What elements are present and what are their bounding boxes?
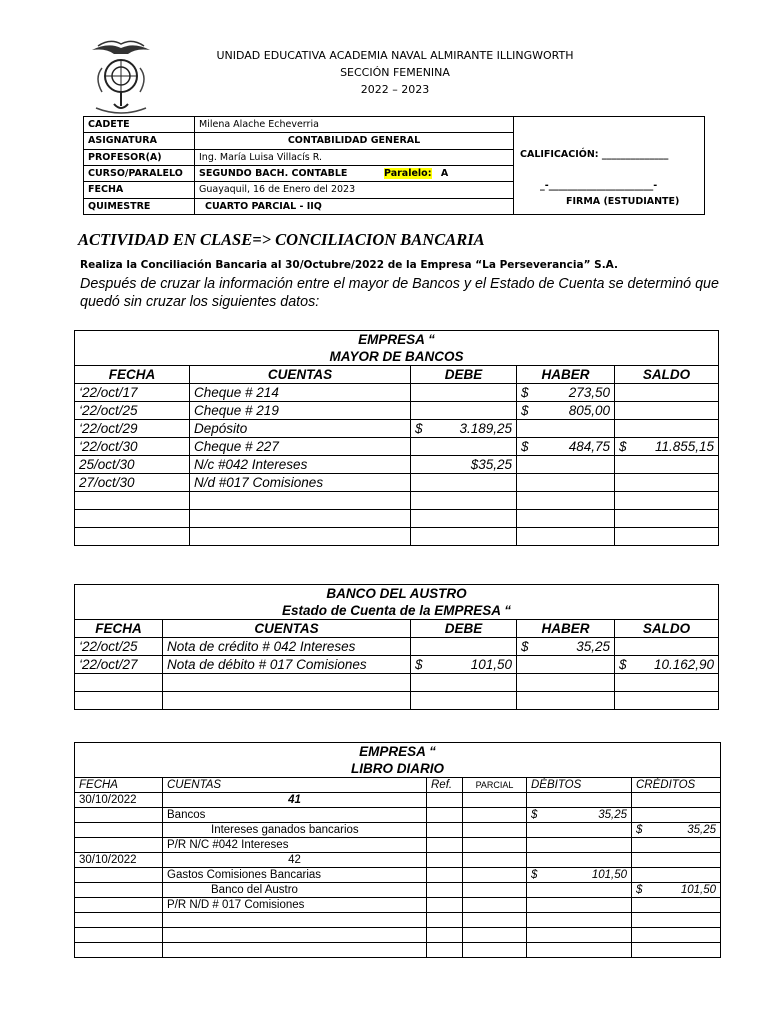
cuenta-cell [190,492,411,510]
creditos-cell [632,928,721,943]
currency-symbol: $ [636,824,643,836]
currency-symbol: $ [521,385,529,400]
debe-cell [411,692,517,710]
creditos-cell [632,868,721,883]
saldo-cell [615,402,719,420]
quimestre-value: CUARTO PARCIAL - IIQ [195,198,514,214]
fecha-cell: ‘22/oct/29 [75,420,190,438]
parcial-cell [463,823,527,838]
instruction-paragraph: Después de cruzar la información entre el mayor de Bancos y el Estado de Cuenta se determinó que quedó sin cruzar los siguientes datos: [80,276,719,310]
fecha-cell: ‘22/oct/17 [75,384,190,402]
saldo-cell [615,420,719,438]
cuenta-cell: 41 [163,793,427,808]
table-row [75,674,719,692]
creditos-cell [632,853,721,868]
banco-title [75,585,719,620]
fecha-cell [75,528,190,546]
fecha-cell [75,823,163,838]
debitos-cell [527,898,632,913]
saldo-cell [615,438,719,456]
debe-cell [411,492,517,510]
column-header: FECHA [75,620,163,638]
ref-cell [427,883,463,898]
haber-cell [517,692,615,710]
debe-cell [411,402,517,420]
table-row [75,692,719,710]
column-header: CUENTAS [163,620,411,638]
parcial-cell [463,808,527,823]
fecha-cell [75,692,163,710]
diario-title-line2: LIBRO DIARIO [351,761,444,776]
currency-symbol: $ [619,657,627,672]
column-header: HABER [517,366,615,384]
ref-cell [427,793,463,808]
firma-label: FIRMA (ESTUDIANTE) [566,196,680,207]
signature-line: _-______________________- [540,180,658,191]
debitos-cell [527,913,632,928]
ref-cell [427,838,463,853]
fecha-cell: ‘22/oct/25 [75,402,190,420]
cuenta-cell: Cheque # 214 [190,384,411,402]
table-row [75,898,721,913]
saldo-cell [615,528,719,546]
fecha-cell [75,913,163,928]
cuenta-cell: Cheque # 219 [190,402,411,420]
table-row [75,913,721,928]
fecha-cell: 30/10/2022 [75,853,163,868]
banco-title-line2: Estado de Cuenta de la EMPRESA “ [281,603,512,618]
cuenta-cell [190,528,411,546]
currency-symbol: $ [415,421,423,436]
ref-cell [427,928,463,943]
saldo-cell [615,456,719,474]
cuenta-cell: Nota de crédito # 042 Intereses [163,638,411,656]
debe-cell [411,420,517,438]
debe-cell [411,456,517,474]
asignatura-value: CONTABILIDAD GENERAL [195,133,514,149]
currency-symbol: $ [521,639,529,654]
parcial-cell [463,853,527,868]
debe-cell [411,474,517,492]
table-row [75,638,719,656]
creditos-cell [632,808,721,823]
cuenta-cell: N/d #017 Comisiones [190,474,411,492]
table-row [75,402,719,420]
cuenta-cell: Nota de débito # 017 Comisiones [163,656,411,674]
debitos-cell-amount [531,869,627,881]
column-header: SALDO [615,366,719,384]
diario-title-line1: EMPRESA “ [359,744,436,759]
banco-title-line1: BANCO DEL AUSTRO [326,586,467,601]
fecha-cell [75,674,163,692]
amount-value: 484,75 [568,439,610,454]
creditos-cell [632,913,721,928]
column-header: FECHA [75,778,163,793]
asignatura-label: ASIGNATURA [84,133,195,149]
ref-cell [427,943,463,958]
ref-cell [427,898,463,913]
parcial-cell [463,928,527,943]
currency-symbol: $ [415,657,423,672]
instruction-text: Realiza la Conciliación Bancaria al 30/Octubre/2022 de la Empresa “La Perseverancia” S.A. [80,259,618,271]
creditos-cell [632,883,721,898]
column-header: DEBE [411,620,517,638]
fecha-value: Guayaquil, 16 de Enero del 2023 [195,182,514,198]
saldo-cell [615,510,719,528]
libro-diario-table [74,742,721,958]
parcial-cell [463,868,527,883]
column-header: PARCIAL [463,778,527,793]
column-header: FECHA [75,366,190,384]
table-row [75,868,721,883]
section-name: SECCIÓN FEMENINA [340,66,450,79]
currency-symbol: $ [531,869,538,881]
quimestre-label: QUIMESTRE [84,198,195,214]
debe-cell [411,384,517,402]
table-row [75,928,721,943]
cadete-label: CADETE [84,117,195,133]
parcial-cell [463,898,527,913]
column-header: HABER [517,620,615,638]
cuenta-cell: P/R N/C #042 Intereses [163,838,427,853]
amount-value: 101,50 [591,869,627,881]
fecha-cell [75,492,190,510]
activity-title: ACTIVIDAD EN CLASE=> CONCILIACION BANCARIA [78,230,485,249]
saldo-cell [615,492,719,510]
table-row [75,420,719,438]
haber-cell [517,510,615,528]
fecha-cell [75,868,163,883]
creditos-cell [632,943,721,958]
fecha-label: FECHA [84,182,195,198]
table-row [75,853,721,868]
cuenta-cell [163,913,427,928]
mayor-title [75,331,719,366]
table-row [75,808,721,823]
table-row [75,510,719,528]
cuenta-cell [163,674,411,692]
currency-symbol: $ [636,884,643,896]
saldo-cell [615,638,719,656]
fecha-cell [75,928,163,943]
haber-cell-amount [521,403,610,418]
column-header: CRÉDITOS [632,778,721,793]
parcial-cell [463,793,527,808]
haber-cell-amount [521,385,610,400]
debe-cell [411,638,517,656]
creditos-cell [632,838,721,853]
haber-cell [517,674,615,692]
haber-cell-amount [521,639,610,654]
currency-symbol: $ [531,809,538,821]
creditos-cell [632,898,721,913]
parcial-cell [463,913,527,928]
fecha-cell: 25/oct/30 [75,456,190,474]
debe-cell [411,438,517,456]
cuenta-cell: Bancos [163,808,427,823]
amount-value: 101,50 [470,657,512,672]
table-row [75,656,719,674]
haber-cell [517,384,615,402]
amount-value: 35,25 [576,639,610,654]
amount-value: 805,00 [568,403,610,418]
cuenta-cell [163,692,411,710]
amount-value: 35,25 [598,809,627,821]
parcial-cell [463,838,527,853]
saldo-cell [615,384,719,402]
debe-cell [411,510,517,528]
debe-cell-amount [415,657,512,672]
school-crest-logo [88,38,154,118]
curso-value [195,165,514,181]
ref-cell [427,853,463,868]
debitos-cell [527,883,632,898]
profesor-value: Ing. María Luisa Villacís R. [195,149,514,165]
cuenta-cell: Intereses ganados bancarios [163,823,427,838]
haber-cell [517,438,615,456]
cuenta-cell: Cheque # 227 [190,438,411,456]
haber-cell [517,492,615,510]
haber-cell [517,528,615,546]
cuenta-cell: Gastos Comisiones Bancarias [163,868,427,883]
haber-cell [517,402,615,420]
student-info-table [83,116,705,215]
parcial-cell [463,883,527,898]
school-year: 2022 – 2023 [360,83,430,96]
paralelo-value: A [440,168,449,180]
table-row [75,883,721,898]
mayor-title-line1: EMPRESA “ [358,332,435,347]
creditos-cell [632,793,721,808]
parcial-cell [463,943,527,958]
haber-cell [517,420,615,438]
debitos-cell [527,853,632,868]
table-row [75,823,721,838]
amount-value: 11.855,15 [654,439,714,454]
amount-value: 10.162,90 [653,657,714,672]
school-name: UNIDAD EDUCATIVA ACADEMIA NAVAL ALMIRANTE ILLINGWORTH [216,49,574,62]
ref-cell [427,868,463,883]
fecha-cell [75,883,163,898]
fecha-cell: 30/10/2022 [75,793,163,808]
fecha-cell [75,943,163,958]
banco-estado-table [74,584,719,710]
debitos-cell [527,928,632,943]
column-header: DÉBITOS [527,778,632,793]
haber-cell [517,638,615,656]
cuenta-cell [163,943,427,958]
fecha-cell [75,808,163,823]
saldo-cell [615,474,719,492]
table-row [75,384,719,402]
ref-cell [427,823,463,838]
fecha-cell: ‘22/oct/27 [75,656,163,674]
table-row [75,474,719,492]
mayor-bancos-table [74,330,719,546]
debitos-cell [527,808,632,823]
debitos-cell [527,793,632,808]
diario-title [75,743,721,778]
currency-symbol: $ [521,403,529,418]
saldo-cell [615,656,719,674]
debe-cell-amount [415,421,512,436]
ref-cell [427,808,463,823]
amount-value: $35,25 [470,457,512,472]
amount-value: 273,50 [568,385,610,400]
saldo-cell [615,692,719,710]
amount-value: 3.189,25 [459,421,512,436]
grade-signature-box [514,117,705,215]
fecha-cell [75,838,163,853]
column-header: CUENTAS [163,778,427,793]
fecha-cell: ‘22/oct/30 [75,438,190,456]
haber-cell-amount [521,439,610,454]
mayor-title-line2: MAYOR DE BANCOS [329,349,464,364]
column-header: DEBE [411,366,517,384]
cuenta-cell: Depósito [190,420,411,438]
haber-cell [517,656,615,674]
curso-text: SEGUNDO BACH. CONTABLE [199,168,348,180]
debe-cell [411,656,517,674]
fecha-cell: 27/oct/30 [75,474,190,492]
amount-value: 35,25 [687,824,716,836]
fecha-cell: ‘22/oct/25 [75,638,163,656]
cuenta-cell: N/c #042 Intereses [190,456,411,474]
table-row [75,438,719,456]
amount-value: 101,50 [680,884,716,896]
debe-cell [411,674,517,692]
debitos-cell [527,943,632,958]
table-row [75,838,721,853]
debitos-cell [527,823,632,838]
debe-cell-amount [415,457,512,472]
ref-cell [427,913,463,928]
table-row [75,492,719,510]
profesor-label: PROFESOR(A) [84,149,195,165]
debitos-cell [527,868,632,883]
calificacion-label: CALIFICACIÓN: ______________ [520,149,669,160]
debitos-cell [527,838,632,853]
saldo-cell-amount [619,657,714,672]
table-row [75,528,719,546]
column-header: Ref. [427,778,463,793]
cadete-value: Milena Alache Echeverria [195,117,514,133]
column-header: SALDO [615,620,719,638]
saldo-cell [615,674,719,692]
paralelo-label: Paralelo: [384,168,432,180]
fecha-cell [75,510,190,528]
cuenta-cell: Banco del Austro [163,883,427,898]
column-header: CUENTAS [190,366,411,384]
fecha-cell [75,898,163,913]
creditos-cell-amount [636,884,716,896]
haber-cell [517,456,615,474]
curso-label: CURSO/PARALELO [84,165,195,181]
currency-symbol: $ [619,439,627,454]
saldo-cell-amount [619,439,714,454]
currency-symbol: $ [521,439,529,454]
creditos-cell-amount [636,824,716,836]
cuenta-cell [190,510,411,528]
cuenta-cell [163,928,427,943]
creditos-cell [632,823,721,838]
table-row [75,943,721,958]
haber-cell [517,474,615,492]
table-row [75,793,721,808]
debitos-cell-amount [531,809,627,821]
table-row [75,456,719,474]
cuenta-cell: 42 [163,853,427,868]
cuenta-cell: P/R N/D # 017 Comisiones [163,898,427,913]
debe-cell [411,528,517,546]
